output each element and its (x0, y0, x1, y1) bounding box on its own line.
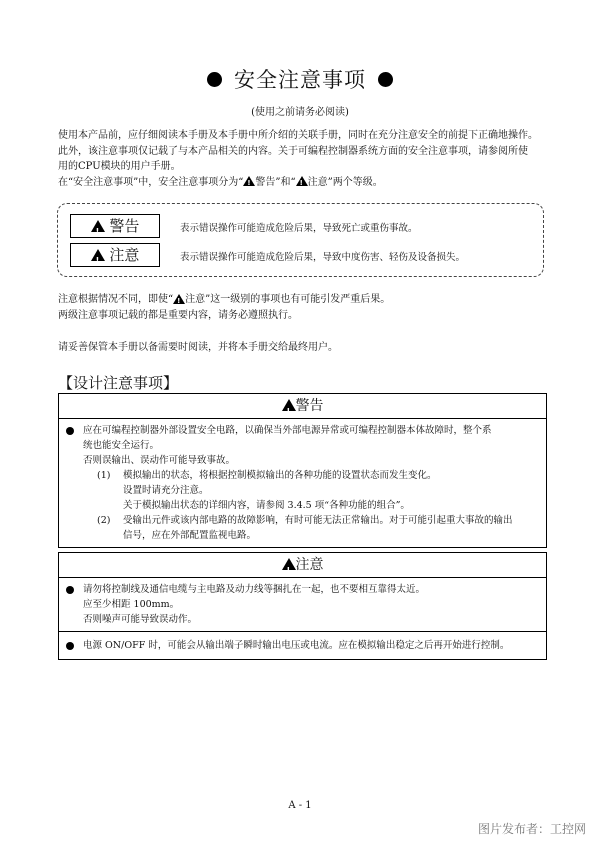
warning-box (58, 393, 547, 548)
warning-triangle-icon (173, 294, 185, 304)
caution-level-desc: 表示错误操作可能造成危险后果，导致中度伤害、轻伤及设备损失。 (180, 252, 466, 263)
intro-line: 使用本产品前，应仔细阅读本手册及本手册中所介绍的关联手册，同时在充分注意安全的前提下正确地操作。 (58, 130, 538, 141)
caution-item: 请勿将控制线及通信电缆与主电路及动力线等捆扎在一起，也不要相互靠得太近。 应至少相距 100mm。 否则噪声可能导致误动作。 (59, 578, 546, 631)
intro-line: 用的CPU模块的用户手册。 (58, 161, 181, 172)
warning-triangle-icon (91, 220, 105, 232)
bullet-dot-icon (378, 72, 393, 87)
caution-box (58, 552, 547, 660)
page-number: A - 1 (288, 800, 312, 811)
watermark: 图片发布者：工控网 (477, 822, 586, 836)
caution-level-label: ! 注意 (70, 243, 160, 267)
subtitle: (使用之前请务必阅读) (251, 107, 349, 118)
note-line: 两级注意事项记载的都是重要内容，请务必遵照执行。 (58, 309, 298, 321)
caution-box-header: !注意 (59, 553, 546, 578)
warning-triangle-icon (243, 176, 255, 186)
caution-item: 电源 ON/OFF 时，可能会从输出端子瞬时输出电压或电流。应在模拟输出稳定之后再开始进行控制。 (59, 631, 546, 659)
bullet-dot-icon (207, 72, 222, 87)
warning-triangle-icon (282, 558, 296, 570)
intro-text (58, 128, 548, 190)
section-heading: 【设计注意事项】 (58, 374, 179, 392)
warning-level-label: ! 警告 (70, 214, 160, 238)
warning-triangle-icon (91, 249, 105, 261)
note-line: 注意根据情况不同，即使“! 注意”这一级别的事项也有可能引发严重后果。 (58, 292, 548, 308)
intro-line: 此外，该注意事项仅记载了与本产品相关的内容。关于可编程控制器系统方面的安全注意事项，请参阅所使 (58, 145, 528, 157)
intro-line: 在“安全注意事项”中，安全注意事项分为“! 警告”和“! 注意”两个等级。 (58, 175, 548, 191)
warning-level-desc: 表示错误操作可能造成危险后果，导致死亡或重伤事故。 (180, 223, 418, 234)
warning-item: 应在可编程控制器外部设置安全电路，以确保当外部电源异常或可编程控制器本体故障时，整个系 统也能安全运行。 否则误输出、误动作可能导致事故。 (1) 模拟输出的状态，将根据控制模拟输出的各种功能的设置状态而发生变化。 设置时请充分注意。 关于模拟输出状态的详细内容，请参阅 3.4.5 项“各种功能的组合”。 (2) 受输出元件或该内部电路的故障影响，有时可能无法正常输出。对于可能引起重大事故的输出 信号，应在外部配置监视电路。 (59, 419, 546, 547)
page-title: 安全注意事项 (0, 64, 600, 94)
warning-box-header: !警告 (59, 394, 546, 419)
bullet-icon (66, 427, 74, 435)
warning-triangle-icon (296, 176, 308, 186)
warning-triangle-icon (282, 399, 296, 411)
keep-manual-note: 请妥善保管本手册以备需要时阅读，并将本手册交给最终用户。 (58, 342, 338, 353)
bullet-icon (66, 642, 74, 650)
bullet-icon (66, 586, 74, 594)
notes-text (58, 292, 548, 323)
